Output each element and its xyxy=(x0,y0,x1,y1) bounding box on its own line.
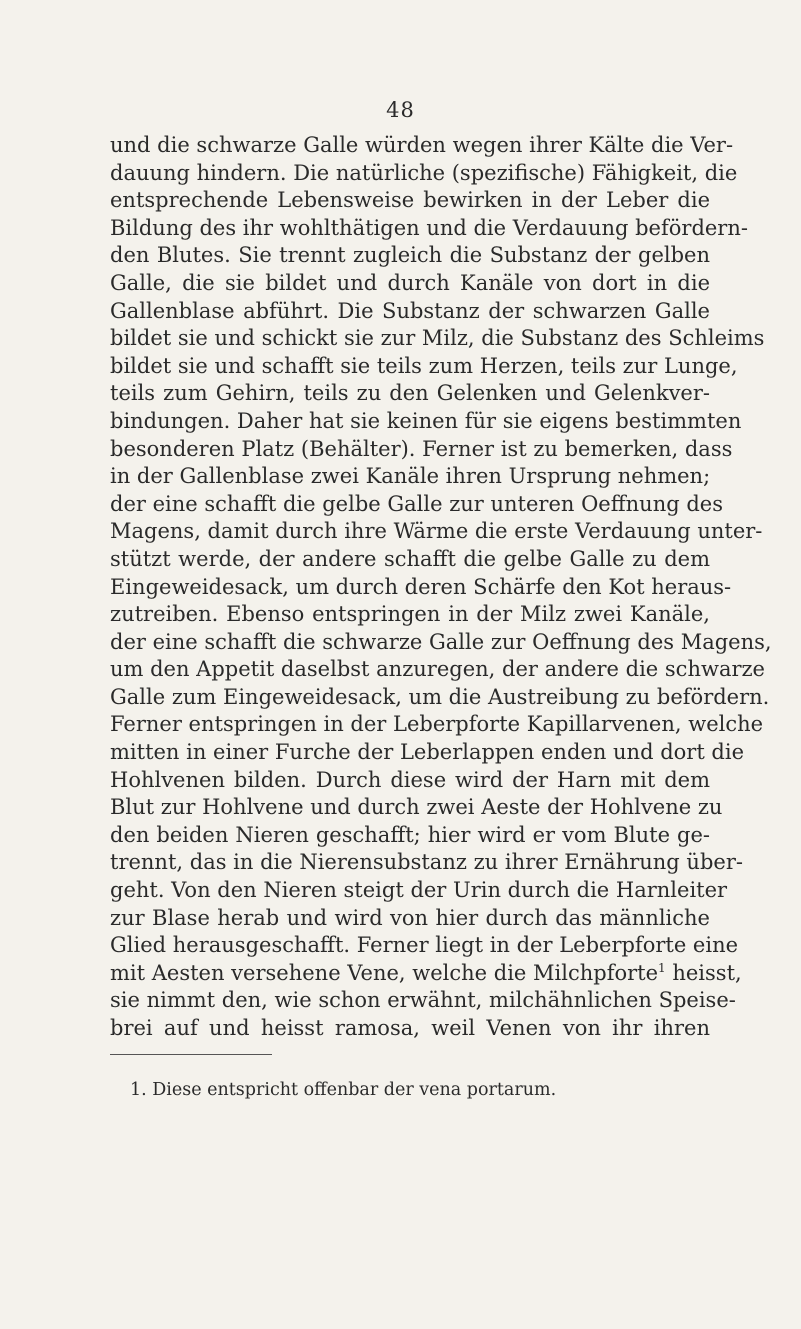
text-line: zur Blase herab und wird von hier durch das männliche xyxy=(110,905,710,930)
text-line: Gallenblase abführt. Die Substanz der schwarzen Galle xyxy=(110,298,710,323)
text-line: den beiden Nieren geschafft; hier wird er vom Blute ge- xyxy=(110,822,710,847)
footnote: 1. Diese entspricht offenbar der vena portarum. xyxy=(130,1080,557,1100)
text-line: Blut zur Hohlvene und durch zwei Aeste der Hohlvene zu xyxy=(110,795,723,820)
text-segment: mit Aesten versehene Vene, welche die Milchpforte xyxy=(110,960,659,985)
text-line: dauung hindern. Die natürliche (spezifische) Fähigkeit, die xyxy=(110,160,738,185)
text-line: bildet sie und schickt sie zur Milz, die Substanz des Schleims xyxy=(110,326,765,351)
text-line: in der Gallenblase zwei Kanäle ihren Ursprung nehmen; xyxy=(110,464,711,489)
text-line: Glied herausgeschafft. Ferner liegt in der Leberpforte eine xyxy=(110,933,739,958)
text-line: Ferner entspringen in der Leberpforte Kapillarvenen, welche xyxy=(110,712,764,737)
text-line: und die schwarze Galle würden wegen ihrer Kälte die Ver- xyxy=(110,133,734,157)
text-line: den Blutes. Sie trennt zugleich die Substanz der gelben xyxy=(110,243,710,268)
text-line: Galle, die sie bildet und durch Kanäle von dort in die xyxy=(110,270,710,295)
text-line: stützt werde, der andere schafft die gelbe Galle zu dem xyxy=(110,546,710,571)
text-line: brei auf und heisst ramosa, weil Venen von ihr ihren xyxy=(110,1016,710,1040)
text-line: Bildung des ihr wohlthätigen und die Verdauung befördern- xyxy=(110,215,748,240)
text-line: um den Appetit daselbst anzuregen, der andere die schwarze xyxy=(110,657,765,682)
text-line: geht. Von den Nieren steigt der Urin durch die Harnleiter xyxy=(110,878,728,903)
text-line: besonderen Platz (Behälter). Ferner ist zu bemerken, dass xyxy=(110,436,733,461)
footnote-rule xyxy=(110,1054,272,1055)
text-line: bindungen. Daher hat sie keinen für sie eigens bestimmten xyxy=(110,408,742,433)
text-line: trennt, das in die Nierensubstanz zu ihrer Ernährung über- xyxy=(110,850,743,875)
text-line: der eine schafft die gelbe Galle zur unteren Oeffnung des xyxy=(110,491,723,516)
text-line-with-footnote-ref xyxy=(110,960,742,988)
text-line: bildet sie und schafft sie teils zum Herzen, teils zur Lunge, xyxy=(110,353,738,378)
text-line: mitten in einer Furche der Leberlappen enden und dort die xyxy=(110,740,745,765)
text-line: Galle zum Eingeweidesack, um die Austreibung zu befördern. xyxy=(110,684,770,709)
text-segment: heisst, xyxy=(665,960,742,985)
text-line: zutreiben. Ebenso entspringen in der Milz zwei Kanäle, xyxy=(110,602,710,627)
text-line: teils zum Gehirn, teils zu den Gelenken und Gelenkver- xyxy=(110,381,710,406)
footnote-ref[interactable]: 1 xyxy=(658,960,666,975)
page-number: 48 xyxy=(386,98,415,122)
text-line: Hohlvenen bilden. Durch diese wird der Harn mit dem xyxy=(110,767,710,792)
text-line: Eingeweidesack, um durch deren Schärfe den Kot heraus- xyxy=(110,574,732,599)
body-text xyxy=(110,132,772,1043)
text-line: entsprechende Lebensweise bewirken in der Leber die xyxy=(110,188,710,213)
text-line: sie nimmt den, wie schon erwähnt, milchähnlichen Speise- xyxy=(110,988,736,1013)
text-line: Magens, damit durch ihre Wärme die erste Verdauung unter- xyxy=(110,519,763,544)
text-line: der eine schafft die schwarze Galle zur Oeffnung des Magens, xyxy=(110,629,772,654)
